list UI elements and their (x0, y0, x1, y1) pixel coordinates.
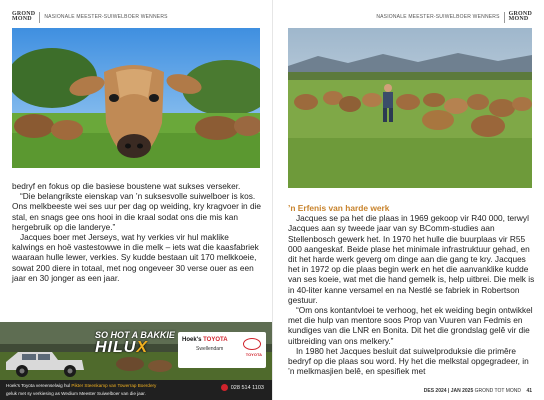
advertisement[interactable] (0, 322, 272, 400)
toyota-logo-icon (243, 338, 261, 350)
ad-headline-small: SO HOT A BAKKIE (95, 330, 175, 340)
ad-headline (95, 330, 175, 357)
dealer-logo-box[interactable] (178, 332, 266, 368)
paragraph: Jacques boer met Jerseys, wat hy verkies vir hul maklike kalwings en hoë vastestowwe in die melk – iets wat die kaasfabriek waaraan hulle lewer, verkies. Sy kudde bestaan uit 170 melkkoeie, sowat 200 diere in totaal, met nog ongeveer 30 verse ouer as een jaar en 30 jonger as een jaar. (12, 232, 259, 283)
page-footer (424, 388, 532, 394)
paragraph: In 1980 het Jacques besluit dat suiwelproduksie die primêre bedryf op die plaas sou word. Hy het die melkstal opgegradeer, in ’n melkmasjien belê, en spesifiek met (288, 345, 529, 377)
dealer-name: Hoek's TOYOTA (182, 337, 228, 343)
paragraph: “Die belangrikste eienskap van ’n suksesvolle suiwelboer is kos. Ons melkbeeste wei ses uur per dag op weiding, kry kragvoer in die stal, en snags gee ons hooi in die kraal sodat ons die mis kan hergebruik op die landerye.” (12, 191, 262, 232)
ad-text-line: geluk met sy verkiesing as Wedium Meester Suiwelboer van die jaar. (6, 391, 146, 396)
paragraph: bedryf en fokus op die basiese boustene wat sukses verseker. (12, 181, 241, 191)
magazine-logo: GROND MOND (12, 12, 40, 23)
farmer-with-herd-photo (288, 28, 532, 188)
section-heading: ’n Erfenis van harde werk (288, 203, 390, 213)
section-label: NASIONALE MEESTER-SUIWELBOER WENNERS (44, 14, 168, 20)
cow-closeup-photo (12, 28, 260, 168)
page-number: 41 (526, 388, 532, 394)
dealer-location: Swellendam (196, 346, 224, 352)
right-article-text (288, 203, 536, 376)
ad-phone[interactable]: 028 514 1103 (221, 384, 264, 391)
phone-icon (221, 384, 228, 391)
issue-date: DES 2024 | JAN 2025 (423, 388, 474, 394)
left-page-header (12, 10, 168, 24)
brand-label: TOYOTA (245, 352, 262, 357)
right-page-header (376, 10, 532, 24)
right-page (272, 0, 544, 400)
left-article-text (12, 181, 262, 283)
paragraph: “Om ons kontantvloei te verhoog, het ek weiding begin ontwikkel met die hulp van mentore soos Prop van Vuuren van Fedmis en kundiges van die LNR en Bonita. Dit het die grondslag gelê vir die uitbreiding van ons melkery.” (288, 305, 533, 346)
magazine-name: GROND TOT MOND (474, 388, 522, 394)
ad-headline-big: HILUX (95, 339, 148, 356)
paragraph: Jacques se pa het die plaas in 1969 gekoop vir R40 000, terwyl Jacques aan sy tweede jaar van sy BComm-studies aan Stellenbosch gewerk het. In 1970 het hulle die buurplaas vir R55 000 aangeskaf. Beide plase het minimale infrastruktuur gehad, en dit het harde werk geverg om dinge aan die gang te kry. Jacques het in 1972 op die plaas begin werk en het die aanvanklike kudde van ses koeie, wat met die hand gemelk is, help uitbrei. Die melk is in 40-liter kanne versamel en na Nestlé se fabriek in Robertson gestuur. (288, 213, 535, 305)
ad-text-line: Hoek's Toyota vereenselwig hul Pikter Steenkamp van Towerrap Boerdery (6, 383, 157, 388)
section-label: NASIONALE MEESTER-SUIWELBOER WENNERS (376, 14, 500, 20)
magazine-logo: GROND MOND (504, 12, 532, 23)
